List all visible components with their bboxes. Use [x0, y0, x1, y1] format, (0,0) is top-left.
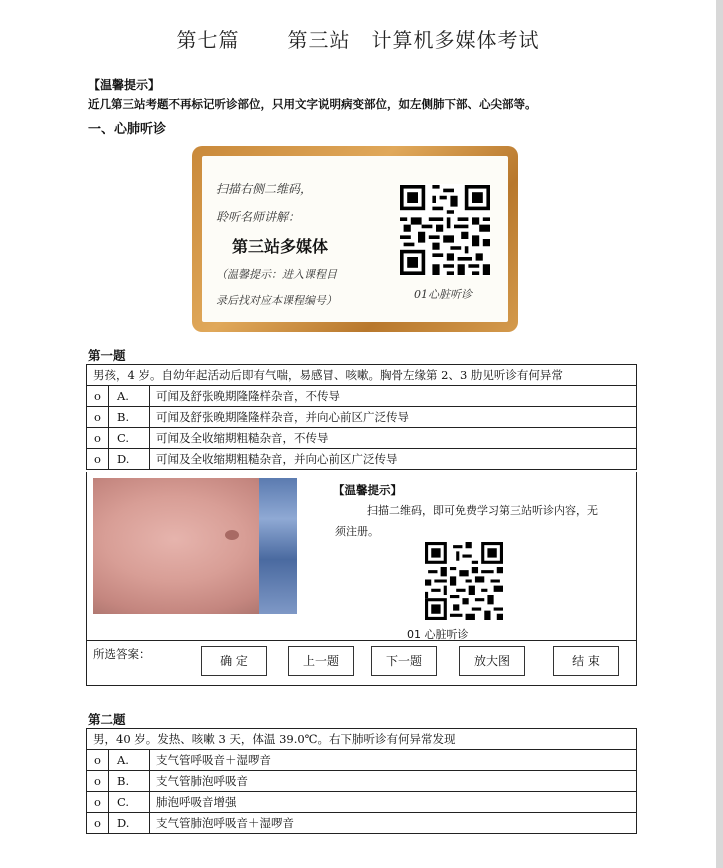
question2-option-c[interactable] — [87, 792, 637, 813]
option-text[interactable]: 肺泡呼吸音增强 — [150, 792, 637, 813]
tip2-heading: 【温馨提示】 — [333, 483, 402, 497]
question1-heading: 第一题 — [88, 348, 126, 363]
question1-option-a[interactable] — [87, 386, 637, 407]
option-letter: D. — [109, 449, 150, 470]
tip2-body: 扫描二维码，即可免费学习第三站听诊内容，无须注册。 — [335, 504, 598, 538]
board-line3: 第三站多媒体 — [232, 237, 329, 256]
qr-code-icon[interactable] — [400, 184, 490, 276]
question2-stem: 男，40 岁。发热、咳嗽 3 天，体温 39.0℃。右下肺听诊有何异常发现 — [87, 729, 637, 750]
question1-option-d[interactable] — [87, 449, 637, 470]
question1-media-panel — [86, 472, 637, 686]
option-text[interactable]: 可闻及舒张晚期隆隆样杂音，不传导 — [150, 386, 637, 407]
finish-button[interactable]: 结 束 — [553, 646, 619, 676]
tip2-qr-caption: 01 心脏听诊 — [407, 628, 469, 641]
option-letter: D. — [109, 813, 150, 834]
qr-code-icon[interactable] — [425, 542, 503, 620]
option-text[interactable]: 可闻及全收缩期粗糙杂音，并向心前区广泛传导 — [150, 449, 637, 470]
option-text[interactable]: 支气管肺泡呼吸音＋湿啰音 — [150, 813, 637, 834]
option-letter: A. — [109, 750, 150, 771]
board-line4: （温馨提示：进入课程目 — [216, 268, 337, 281]
board-qr-caption: 01心脏听诊 — [414, 288, 472, 301]
photo-detail — [225, 530, 239, 540]
title-part1: 第七篇 — [176, 28, 240, 52]
question2-option-b[interactable] — [87, 771, 637, 792]
radio-c[interactable]: o — [87, 792, 109, 813]
wooden-board-frame — [192, 146, 518, 332]
question2-heading: 第二题 — [88, 712, 126, 727]
board-card — [202, 156, 508, 322]
option-letter: C. — [109, 792, 150, 813]
answer-divider — [87, 640, 636, 641]
option-letter: C. — [109, 428, 150, 449]
page-title — [0, 24, 716, 53]
question1-table — [86, 364, 637, 470]
question1-stem-row — [87, 365, 637, 386]
board-line1: 扫描右侧二维码， — [216, 182, 313, 196]
radio-c[interactable]: o — [87, 428, 109, 449]
question2-table — [86, 728, 637, 834]
answer-label: 所选答案： — [93, 647, 151, 661]
question1-option-b[interactable] — [87, 407, 637, 428]
question2-option-a[interactable] — [87, 750, 637, 771]
board-line2: 聆听名师讲解： — [216, 210, 301, 224]
section-heading: 一、心肺听诊 — [88, 122, 167, 137]
radio-d[interactable]: o — [87, 449, 109, 470]
radio-a[interactable]: o — [87, 386, 109, 407]
confirm-button[interactable]: 确 定 — [201, 646, 267, 676]
question2-stem-row — [87, 729, 637, 750]
option-text[interactable]: 支气管肺泡呼吸音 — [150, 771, 637, 792]
photo-clothing — [259, 478, 297, 614]
question2-option-d[interactable] — [87, 813, 637, 834]
option-letter: B. — [109, 407, 150, 428]
prev-question-button[interactable]: 上一题 — [288, 646, 354, 676]
radio-a[interactable]: o — [87, 750, 109, 771]
option-letter: B. — [109, 771, 150, 792]
option-text[interactable]: 支气管呼吸音＋湿啰音 — [150, 750, 637, 771]
zoom-image-button[interactable]: 放大图 — [459, 646, 525, 676]
radio-b[interactable]: o — [87, 407, 109, 428]
radio-b[interactable]: o — [87, 771, 109, 792]
page-edge-bar — [716, 0, 723, 868]
chest-photo[interactable] — [93, 478, 297, 614]
notice-body: 近几第三站考题不再标记听诊部位，只用文字说明病变部位，如左侧肺下部、心尖部等。 — [88, 97, 537, 111]
option-letter: A. — [109, 386, 150, 407]
option-text[interactable]: 可闻及全收缩期粗糙杂音，不传导 — [150, 428, 637, 449]
notice-heading: 【温馨提示】 — [88, 78, 161, 92]
option-text[interactable]: 可闻及舒张晚期隆隆样杂音，并向心前区广泛传导 — [150, 407, 637, 428]
question1-option-c[interactable] — [87, 428, 637, 449]
radio-d[interactable]: o — [87, 813, 109, 834]
next-question-button[interactable]: 下一题 — [371, 646, 437, 676]
question1-stem: 男孩，4 岁。自幼年起活动后即有气喘，易感冒、咳嗽。胸骨左缘第 2、3 肋见听诊有何异常 — [87, 365, 637, 386]
title-part2: 第三站 计算机多媒体考试 — [287, 28, 540, 52]
board-line5: 录后找对应本课程编号） — [216, 294, 337, 307]
